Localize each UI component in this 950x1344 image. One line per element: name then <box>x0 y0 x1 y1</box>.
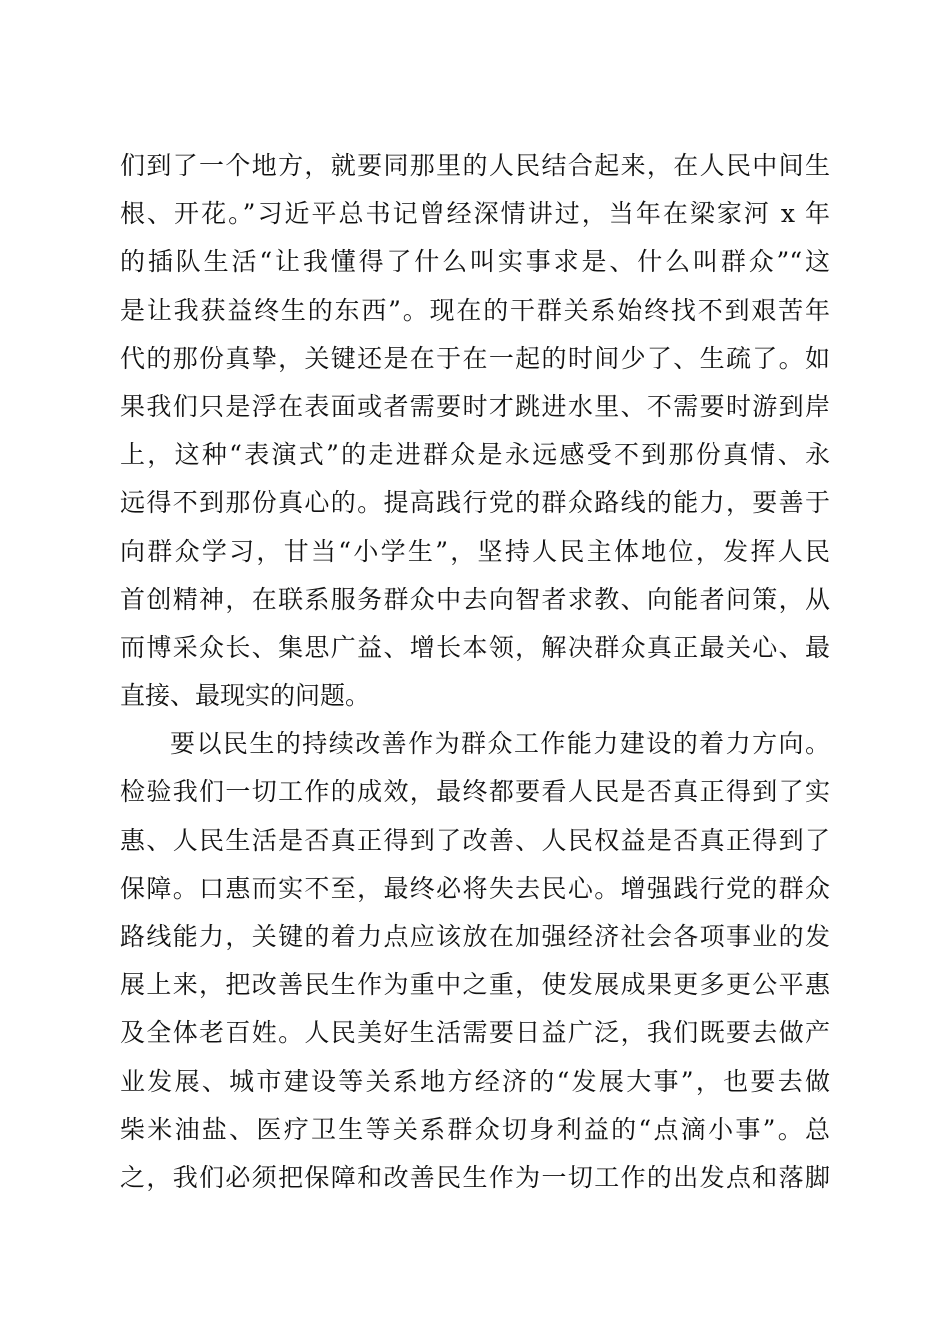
text-line: 代的那份真挚，关键还是在于在一起的时间少了、生疏了。如 <box>120 343 830 373</box>
text-line: 而博采众长、集思广益、增长本领，解决群众真正最关心、最 <box>120 632 830 662</box>
text-line: 柴米油盐、医疗卫生等关系群众切身利益的“点滴小事”。总 <box>120 1114 830 1144</box>
text-line: 路线能力，关键的着力点应该放在加强经济社会各项事业的发 <box>120 922 830 951</box>
text-line: 向群众学习，甘当“小学生”，坚持人民主体地位，发挥人民 <box>120 536 830 566</box>
text-line: 检验我们一切工作的成效，最终都要看人民是否真正得到了实 <box>120 777 830 807</box>
text-line: 展上来，把改善民生作为重中之重，使发展成果更多更公平惠 <box>120 970 830 1000</box>
text-line: 保障。口惠而实不至，最终必将失去民心。增强践行党的群众 <box>120 873 830 903</box>
text-line: 们到了一个地方，就要同那里的人民结合起来，在人民中间生 <box>120 151 830 180</box>
body-text <box>120 142 830 1202</box>
text-line: 果我们只是浮在表面或者需要时才跳进水里、不需要时游到岸 <box>120 391 830 421</box>
paragraph-end-line: 直接、最现实的问题。 <box>120 681 371 711</box>
paragraph-start-line: 要以民生的持续改善作为群众工作能力建设的着力方向。 <box>170 729 830 759</box>
text-line: 的插队生活“让我懂得了什么叫实事求是、什么叫群众”“这 <box>120 247 830 277</box>
text-line: 远得不到那份真心的。提高践行党的群众路线的能力，要善于 <box>120 488 830 518</box>
text-line: 业发展、城市建设等关系地方经济的“发展大事”，也要去做 <box>120 1066 830 1096</box>
text-line: 首创精神，在联系服务群众中去向智者求教、向能者问策，从 <box>120 584 830 614</box>
text-line: 及全体老百姓。人民美好生活需要日益广泛，我们既要去做产 <box>120 1018 830 1048</box>
text-line: 是让我获益终生的东西”。现在的干群关系始终找不到艰苦年 <box>120 295 830 325</box>
text-line: 根、开花。”习近平总书记曾经深情讲过，当年在梁家河 x 年 <box>120 199 830 229</box>
text-line: 惠、人民生活是否真正得到了改善、人民权益是否真正得到了 <box>120 825 830 855</box>
text-line: 之，我们必须把保障和改善民生作为一切工作的出发点和落脚 <box>120 1162 830 1192</box>
text-line: 上，这种“表演式”的走进群众是永远感受不到那份真情、永 <box>120 440 830 470</box>
